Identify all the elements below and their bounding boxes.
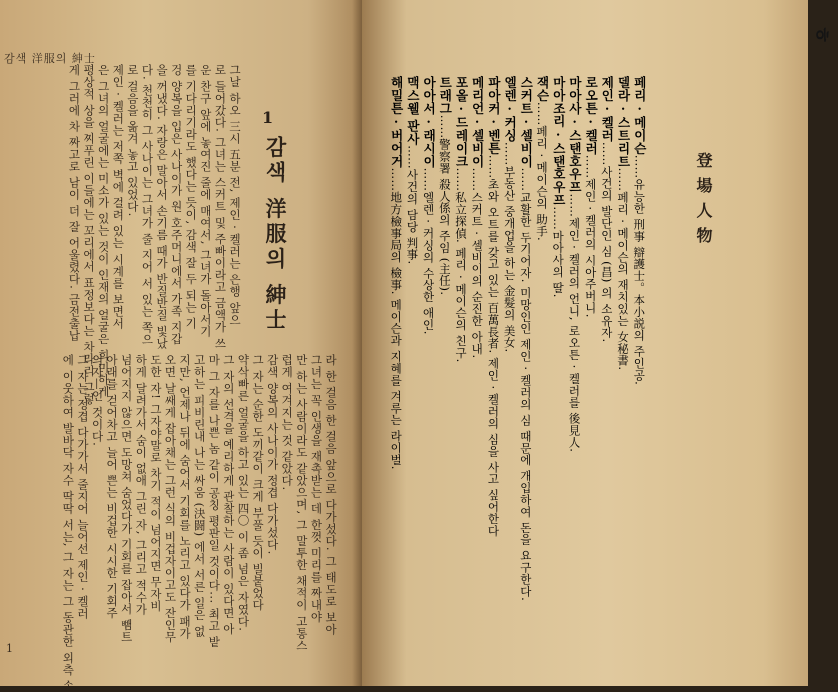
- cast-entry: [453, 76, 469, 601]
- chapter-title: 감색 洋服의 紳士: [263, 136, 288, 334]
- cast-name: 포올 · 드레이크: [454, 76, 470, 168]
- cast-entry: [599, 76, 615, 601]
- cast-description: ……警察署 殺人係의 주임 (主任).: [437, 114, 452, 296]
- text-line: 고하는 피비린내 나는 싸움 (決闘) 에서 서른 일은 없: [192, 354, 207, 638]
- cast-name: 맥스웰 판사: [405, 76, 421, 146]
- text-line: 운 찬구 앞에 놓여진 줄에 매여서, 그녀가 돌아서기: [198, 64, 213, 338]
- text-line: 로 걸음을 옮겨 놓고 있었다.: [125, 64, 140, 217]
- text-line: 그녀는 꼭 인생을 재촉받는 데 한껏 미리를 짜내야: [309, 354, 324, 624]
- page-number: 1: [6, 642, 13, 655]
- cast-entry: [388, 76, 404, 601]
- cast-entry: [437, 76, 453, 601]
- cast-name: 제인 · 켈러: [599, 76, 615, 142]
- cast-name: 엘렌 · 커싱: [502, 76, 518, 142]
- text-line: 그날 하오 三시 五분 전, 제인 · 켈러는 은행 앞으: [228, 64, 242, 326]
- text-line: 은 그녀의 얼굴에는 미소가 있는 것이 인재의 얼굴은 희미하게: [96, 64, 111, 398]
- cast-description: ……사건의 담당 判事.: [405, 145, 420, 265]
- text-line: 그 자는 순한 도끼같이 크게 부풀 듯이 빌붙었다: [251, 354, 266, 612]
- text-line: 게 그러에 차 짜고로 남이 더 잘 어울렸다. 금전출납: [67, 64, 82, 342]
- chapter-number: 1: [262, 108, 274, 127]
- text-line: 마 그 자를 나쁜 놈 같이 공칭 평판일 것이다... 최고 밭: [207, 354, 222, 649]
- cast-name: 파아커 · 벤튼: [486, 76, 502, 155]
- text-line: 약삭빠른 얼굴을 하고 있는 四〇 이 좀 넘은 자였다.: [236, 354, 251, 632]
- cast-name: 델라 · 스트리트: [616, 76, 632, 168]
- cast-name: 로오튼 · 켈러: [583, 76, 599, 155]
- running-header: 감색 洋服의 紳士: [4, 52, 96, 65]
- cast-name: 페리 · 메이슨: [632, 76, 648, 155]
- cast-entry: [469, 76, 485, 601]
- text-line: 그 자의 선격을 예리하게 관찰하는 사람이 있다면 아: [221, 354, 236, 636]
- cast-name: 아아서 · 래시이: [421, 76, 437, 168]
- text-line: 그 자는 정겹 다가가서 줄지어 늘어선 제인 · 켈러: [75, 354, 90, 620]
- cast-description: ……제인 · 켈러의 시아주버니.: [583, 154, 598, 318]
- cast-description: ……地方檢事局의 檢事. 메이슨과 지혜를 겨루는 라이벌.: [389, 167, 404, 470]
- text-line: 도한 자! 그자야말로 차기 적이 넘어지면 무자비: [148, 354, 163, 613]
- cast-entry: [550, 76, 566, 601]
- cast-entry: [615, 76, 631, 601]
- cast-description: ……페리 · 메이슨의 助手.: [535, 101, 550, 242]
- body-text-bottom: [8, 354, 338, 692]
- cast-description: ……사건의 발단인 심 (昌) 의 소유자.: [599, 141, 614, 343]
- cast-entry: [420, 76, 436, 601]
- ink-mark: ㅎ: [810, 24, 835, 45]
- text-line: 아래를 걷어차고 늘어 쁜는 비겁한 시시한 기회주: [105, 354, 120, 619]
- cast-name: 메리언 · 셀비이: [470, 76, 486, 168]
- cast-entry: [501, 76, 517, 601]
- cast-entry: [566, 76, 582, 601]
- cast-description: ……부동산 중개업을 하는 金髮의 美女.: [502, 141, 517, 353]
- cast-entry: [631, 76, 647, 601]
- text-line: 오면 날쌔게 잡아채는 그런 식의 비겁자이고도 잔인무: [163, 354, 178, 643]
- cast-name: 해밀튼 · 버어거: [389, 76, 405, 168]
- text-line: 에 이웃하여 발바닥 자수 딱딱 서는, 그 자는 그 동관한 외측 손: [61, 354, 76, 692]
- left-page: [0, 0, 362, 692]
- cast-list: [388, 76, 647, 601]
- cast-name: 마아사 · 스탠호우프: [567, 76, 583, 194]
- text-line: 만 하는 사람이라도 같았으며, 그 말투한 채적이 고통스: [294, 354, 309, 652]
- cast-name: 스커트 · 셀비이: [518, 76, 534, 168]
- cast-description: ……초와 오트를 갖고 있는 百萬長者. 제인 · 켈러의 심을 사고 싶어한다: [486, 154, 501, 537]
- cast-entry: [518, 76, 534, 601]
- cast-title: 登場人物: [694, 152, 713, 252]
- text-line: 하게 달려가서 숨이 없애 그린 자, 그리고 적수가: [134, 354, 149, 616]
- cast-description: ……제인 · 켈러의 언니, 로오튼 · 켈러를 後見人.: [567, 193, 582, 453]
- cast-description: ……私立探偵. 페리 · 메이슨의 친구.: [454, 167, 469, 363]
- text-line: 의자—인 것이다.: [90, 354, 105, 447]
- text-line: 겅 양복을 입은 사나이가 원 호주머니에서 가족 지갑: [169, 64, 184, 346]
- cast-name: 잭슨: [535, 76, 551, 102]
- text-line: 라 한 걸음 한 걸음 앞으로 다가섰다. 그 태도로 보아: [324, 354, 338, 636]
- cast-description: ……유능한 刑事 辯護士。本小説의 주인공.: [632, 154, 647, 386]
- text-line: 지만, 언제나 뒤에 숨어서 기회를 노리고 있다가 패가: [178, 354, 193, 640]
- text-line: 넘어지지 않으면 도망쳐 숨었다가 기회를 잡아서 뺌트: [119, 354, 134, 643]
- text-line: 감색 양복의 사나이가 정겹 다가섰다.: [265, 354, 280, 555]
- text-line: 럽게 여겨지는 것 같았다.: [280, 354, 295, 491]
- cast-description: ……스커트 · 셀비이의 순진한 아내.: [470, 167, 485, 359]
- cast-description: ……교활한 두기어자. 미망인인 제인 · 켈러의 심 때문에 개입하여 돈을 요구한다.: [518, 167, 533, 602]
- cast-description: ……페리 · 메이슨의 재치있는 女秘書.: [616, 167, 631, 371]
- cast-entry: [534, 76, 550, 601]
- cast-description: ……엘렌 · 커싱의 수상한 애인.: [421, 167, 436, 335]
- cast-name: 마아조리 · 스탠호우프: [551, 76, 567, 207]
- cast-entry: [404, 76, 420, 601]
- cast-entry: [485, 76, 501, 601]
- text-line: 평상적 상을 찌푸린 이들에는 꼬리에서 표정보다는 차라리 그렇: [82, 64, 97, 406]
- text-line: 을 꺼냈다. 자랑은 말아서 손기름 때가 반질반질 빛났: [155, 64, 170, 350]
- text-line: 로 들어갔다. 그녀는 스커트 및 주빠이라고 금액가 쓰: [213, 64, 228, 350]
- cast-name: 트래그: [437, 76, 453, 115]
- cast-description: ……마아사의 딸.: [551, 206, 566, 298]
- cast-entry: [582, 76, 598, 601]
- text-line: 제인 · 켈러는 저쪽 벽에 걸려 있는 시계를 보면서: [111, 64, 126, 330]
- text-line: 다. 천천히 그 사나이는 그녀가 줄 지어 서 있는 쪽으: [140, 64, 155, 346]
- text-line: 를 기다리기라도 했다는 듯이, 감색 잘 두 되는 기: [184, 64, 199, 330]
